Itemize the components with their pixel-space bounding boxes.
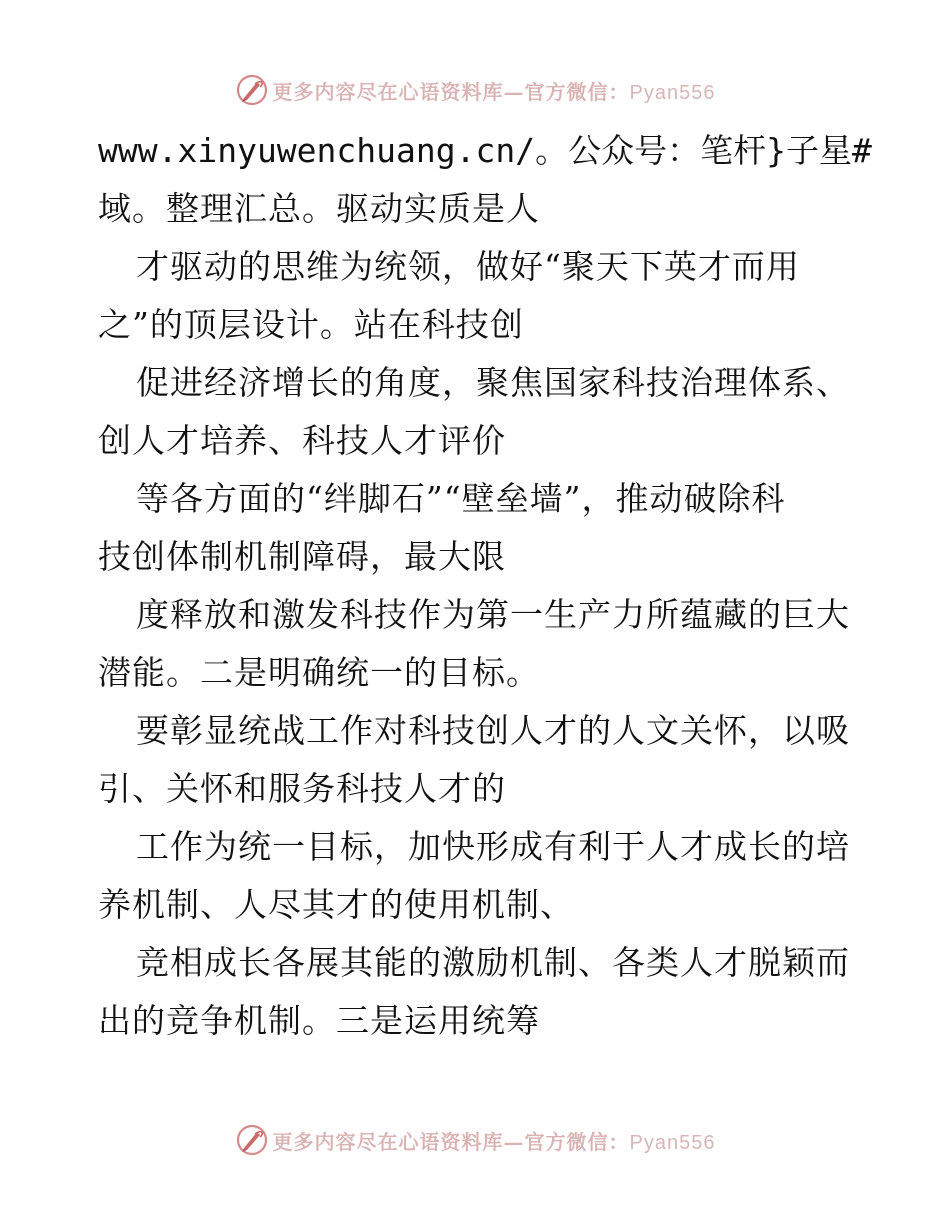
text-line: 技创体制机制障碍，最大限: [98, 537, 506, 576]
document-body: [98, 122, 872, 1050]
text-line: www.xinyuwenchuang.cn/。公众号：笔杆}子星#: [98, 131, 872, 170]
text-line: 引、关怀和服务科技人才的: [98, 769, 506, 808]
text-line: 养机制、人尽其才的使用机制、: [98, 885, 574, 924]
quill-pen-logo-icon: [235, 73, 269, 107]
text-line: 促进经济增长的角度，聚焦国家科技治理体系、: [136, 363, 850, 402]
text-line: 工作为统一目标，加快形成有利于人才成长的培: [136, 827, 850, 866]
text-line: 等各方面的“绊脚石”“壁垒墙”，推动破除科: [136, 479, 786, 518]
footer-watermark: [0, 1120, 950, 1160]
text-line: 竞相成长各展其能的激励机制、各类人才脱颖而: [136, 943, 850, 982]
text-line: 潜能。二是明确统一的目标。: [98, 653, 540, 692]
text-line: 要彰显统战工作对科技创人才的人文关怀，以吸: [136, 711, 850, 750]
text-line: 才驱动的思维为统领，做好“聚天下英才而用: [136, 247, 800, 286]
watermark-wechat-id: Pyan556: [629, 81, 716, 104]
quill-pen-logo-icon: [235, 1123, 269, 1157]
text-line: 创人才培养、科技人才评价: [98, 421, 506, 460]
watermark-text: 更多内容尽在心语资料库—官方微信：Pyan556: [272, 1129, 716, 1154]
text-line: 域。整理汇总。驱动实质是人: [98, 189, 540, 228]
text-line: 出的竞争机制。三是运用统筹: [98, 1001, 540, 1040]
watermark-text: 更多内容尽在心语资料库—官方微信：Pyan556: [272, 79, 716, 104]
watermark-wechat-id: Pyan556: [629, 1131, 716, 1154]
text-line: 之”的顶层设计。站在科技创: [98, 305, 524, 344]
header-watermark: [0, 70, 950, 110]
text-line: 度释放和激发科技作为第一生产力所蕴藏的巨大: [136, 595, 850, 634]
